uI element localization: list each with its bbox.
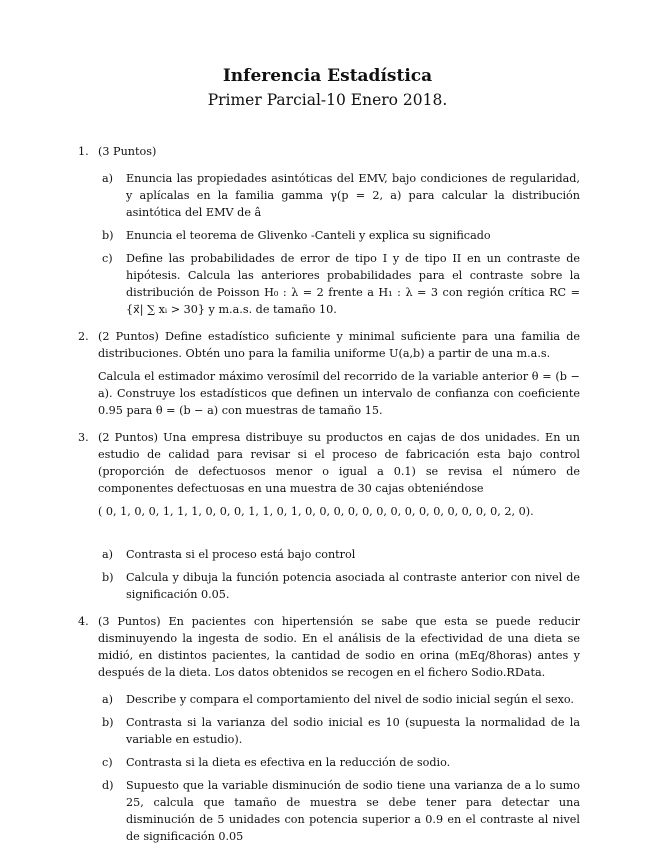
subquestion-4b	[102, 714, 580, 748]
question-number: 2.	[78, 330, 89, 343]
subquestion-label: d)	[102, 779, 114, 792]
subquestion-label: b)	[102, 571, 114, 584]
subquestion-text: Supuesto que la variable disminución de sodio tiene una varianza de a lo sumo 25, calcula que tamaño de muestra se debe tener para detectar una disminución de 5 unidades con potencia superior a 0.9 en el contraste al nivel de significación 0.05	[126, 779, 580, 843]
subquestion-label: a)	[102, 172, 114, 185]
subquestions	[98, 691, 580, 845]
question-text: (3 Puntos) En pacientes con hipertensión se sabe que esta se puede reducir disminuyendo la ingesta de sodio. En el análisis de la efectividad de una dieta se midió, en distintos pacientes, la cantidad de sodio en orina (mEq/8horas) antes y después de la dieta. Los datos obtenidos se recogen en el fichero Sodio.RData.	[98, 615, 580, 679]
subquestion-label: b)	[102, 229, 114, 242]
subquestion-4a	[102, 691, 580, 708]
question-number: 3.	[78, 431, 89, 444]
subquestion-text: Define las probabilidades de error de tipo I y de tipo II en un contraste de hipótesis. Calcula las anteriores probabilidades para el contraste sobre la distribución de Poisson H₀ : λ = 2 frente a H₁ : λ = 3 con región crítica RC = {x⃗| ∑ xᵢ > 30} y m.a.s. de tamaño 10.	[126, 252, 580, 316]
question-1	[78, 143, 580, 318]
subquestion-1c	[102, 250, 580, 318]
subquestion-label: b)	[102, 716, 114, 729]
subquestion-text: Enuncia el teorema de Glivenko -Canteli y explica su significado	[126, 229, 491, 242]
page-subtitle: Primer Parcial-10 Enero 2018.	[207, 91, 448, 109]
subquestion-text: Contrasta si la dieta es efectiva en la reducción de sodio.	[126, 756, 451, 769]
question-text: (2 Puntos) Define estadístico suficiente y minimal suficiente para una familia de distribuciones. Obtén uno para la familia uniforme U(a,b) a partir de una m.a.s.	[98, 330, 580, 360]
subquestions	[98, 170, 580, 318]
questions-list	[78, 143, 580, 855]
subquestion-label: a)	[102, 693, 114, 706]
page-title: Inferencia Estadística	[222, 66, 433, 86]
subquestions	[98, 546, 580, 603]
subquestion-1b	[102, 227, 580, 244]
subquestion-text: Contrasta si el proceso está bajo control	[126, 548, 356, 561]
question-2	[78, 328, 580, 419]
subquestion-text: Contrasta si la varianza del sodio inicial es 10 (supuesta la normalidad de la variable en estudio).	[126, 716, 580, 746]
question-4	[78, 613, 580, 845]
subquestion-label: a)	[102, 548, 114, 561]
question-text: (2 Puntos) Una empresa distribuye su productos en cajas de dos unidades. En un estudio de calidad para revisar si el proceso de fabricación esta bajo control (proporción de defectuosos menor o igual a 0.1) se revisa el número de componentes defectuosas en una muestra de 30 cajas obteniéndose	[98, 431, 580, 495]
subquestion-3b	[102, 569, 580, 603]
question-text: (3 Puntos)	[98, 145, 157, 158]
subquestion-label: c)	[102, 756, 113, 769]
data-sequence: ( 0, 1, 0, 0, 1, 1, 1, 0, 0, 0, 1, 1, 0, 1, 0, 0, 0, 0, 0, 0, 0, 0, 0, 0, 0, 0, 0, 0, 2, 0).	[98, 505, 534, 518]
subquestion-4d	[102, 777, 580, 845]
question-text: Calcula el estimador máximo verosímil del recorrido de la variable anterior θ = (b − a). Construye los estadísticos que definen un intervalo de confianza con coeficiente 0.95 para θ = (b − a) con muestras de tamaño 15.	[98, 370, 580, 417]
subquestion-label: c)	[102, 252, 113, 265]
question-number: 4.	[78, 615, 89, 628]
subquestion-1a	[102, 170, 580, 221]
question-number: 1.	[78, 145, 89, 158]
subquestion-text: Enuncia las propiedades asintóticas del EMV, bajo condiciones de regularidad, y aplícalas en la familia gamma γ(p = 2, a) para calcular la distribución asintótica del EMV de â	[126, 172, 580, 219]
question-3	[78, 429, 580, 603]
subquestion-text: Calcula y dibuja la función potencia asociada al contraste anterior con nivel de significación 0.05.	[126, 571, 580, 601]
subquestion-text: Describe y compara el comportamiento del nivel de sodio inicial según el sexo.	[126, 693, 574, 706]
subquestion-3a	[102, 546, 580, 563]
subquestion-4c	[102, 754, 580, 771]
